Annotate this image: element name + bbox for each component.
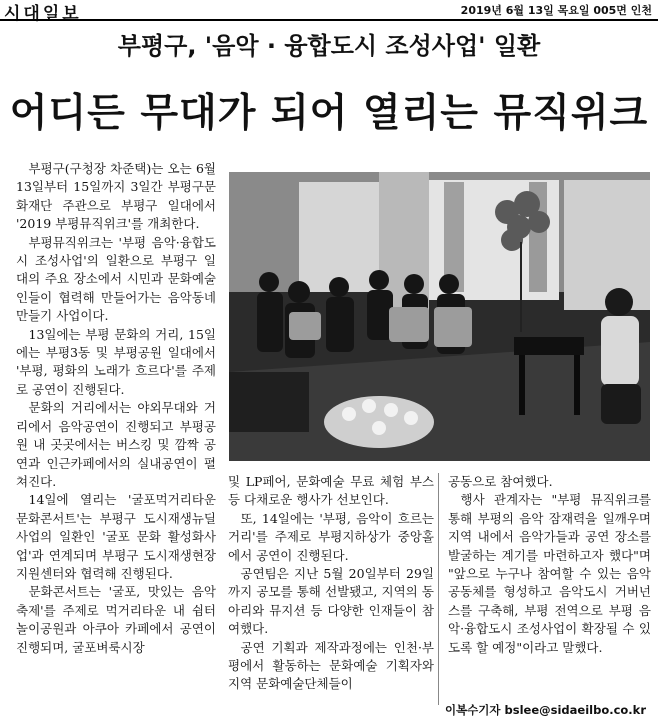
byline: 이복수기자 bslee@sidaeilbo.co.kr [444,703,646,717]
paragraph: 부평구(구청장 차준택)는 오는 6월 13일부터 15일까지 3일간 부평구문화재단 주관으로 부평구 일대에서 '2019 부평뮤직위크'를 개최한다. [16,161,216,232]
paragraph: 행사 관계자는 "부평 뮤직위크를 통해 부평의 음악 잠재력을 일깨우며 지역 내에서 음악가들과 공연 장소를 발굴하는 계기를 마련하고자 했다"며 "앞으로 누구나 참여할 수 있는 음악 공동체를 형성하고 음악도시 거버넌스를 구축해, 부평 전역으로 부평 음악·융합도시 조성사업이 확장될 수 있도록 할 예정"이라고 말했다. [448,492,651,655]
paragraph: 문화콘서트는 '굴포, 맛있는 음악축제'를 주제로 먹거리타운 내 쉼터놀이공원과 아쿠아 카페에서 공연이 진행되며, 굴포벼룩시장 [16,584,216,655]
photo-illustration [229,172,650,461]
masthead-rule [0,19,658,21]
paragraph: 공연팀은 지난 5월 20일부터 29일까지 공모를 통해 선발됐고, 지역의 동아리와 뮤지션 등 다양한 인재들이 참여했다. [228,566,434,637]
paragraph: 또, 14일에는 '부평, 음악이 흐르는 거리'를 주제로 부평지하상가 중앙홀에서 공연이 진행된다. [228,510,434,563]
column-divider [438,473,439,705]
paragraph: 공연 기획과 제작과정에는 인천·부평에서 활동하는 문화예술 기획자와 지역 문화예술단체들이 [228,639,434,692]
newspaper-name: 시대일보 [4,4,82,24]
paragraph: 공동으로 참여했다. [448,474,553,489]
issue-date: 2019년 6월 13일 목요일 005면 인천 [460,4,652,17]
paragraph: 부평뮤직위크는 '부평 음악·융합도시 조성사업'의 일환으로 부평구 일대의 주요 장소에서 시민과 문화예술인들이 협력해 만들어가는 음악동네 만들기 사업이다. [16,234,216,324]
article-column-2 [228,473,434,694]
paragraph: 문화의 거리에서는 야외무대와 거리에서 음악공연이 진행되고 부평공원 내 곳곳에서는 버스킹 및 깜짝 공연과 인근카페에서의 실내공연이 펼쳐진다. [16,400,216,489]
article-column-1 [16,160,216,657]
headline: 어디든 무대가 되어 열리는 뮤직위크 [9,91,649,136]
subheadline: 부평구, '음악 · 융합도시 조성사업' 일환 [117,32,541,60]
paragraph: 및 LP페어, 문화예술 무료 체험 부스 등 다채로운 행사가 선보인다. [228,474,434,508]
paragraph: 14일에 열리는 '굴포먹거리타운 문화콘서트'는 부평구 도시재생뉴딜사업의 일환인 '굴포 문화 활성화사업'과 연계되며 부평구 도시재생현장지원센터와 협력해 진행된다. [16,492,216,581]
article-column-3 [448,473,651,657]
paragraph: 13일에는 부평 문화의 거리, 15일에는 부평3동 및 부평공원 일대에서 '부평, 평화의 노래가 흐르다'를 주제로 공연이 진행된다. [16,326,216,397]
concert-photo [229,172,650,461]
masthead [0,0,658,24]
